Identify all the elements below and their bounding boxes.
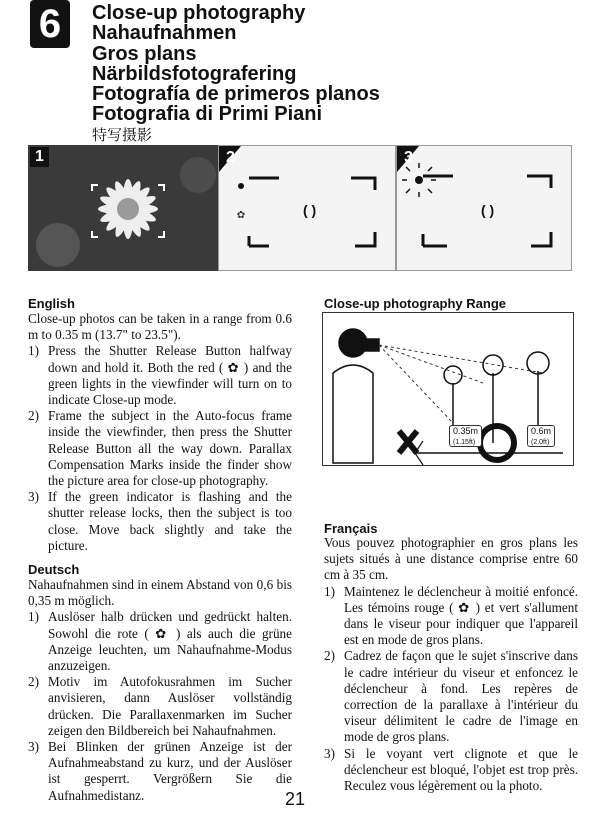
title-en: Close-up photography: [92, 2, 306, 24]
title-sv: Närbildsfotografering: [92, 63, 297, 85]
page-number: 21: [285, 789, 306, 809]
range-figure-heading: Close-up photography Range: [324, 296, 506, 311]
too-close-x-icon: [399, 431, 417, 453]
english-text: [28, 311, 292, 554]
af-frame-mark: ( ): [481, 202, 495, 218]
photo-3-label: 3: [404, 149, 413, 166]
far-distance-value: 0.6m: [531, 426, 552, 436]
english-step: 2) Frame the subject in the Auto-focus frame inside the viewfinder, then press the Shutter Release Button all the way down. Parallax Compensation Marks inside the finder show the picture area for close-up photography.: [28, 408, 292, 489]
francais-step: 1) Maintenez le déclencheur à moitié enfoncé. Les témoins rouge ( ✿ ) et vert s'allument dans le viseur pour indiquer que l'appareil est en mode de gros plans.: [324, 583, 578, 648]
near-distance-feet: (1.15ft): [453, 439, 476, 446]
svg-text:✿: ✿: [236, 210, 246, 221]
photo-1-label: 1: [30, 147, 49, 167]
francais-text: [324, 535, 578, 794]
section-heading-deutsch: Deutsch: [28, 562, 80, 577]
range-figure: [322, 312, 574, 466]
deutsch-step: 3) Bei Blinken der grünen Anzeige ist der Aufnahmeabstand zu kurz, und der Auslöser ist gesperrt. Vergrößern Sie die Aufnahmedistanz.: [28, 739, 292, 803]
title-es: Fotografía de primeros planos: [92, 83, 380, 105]
deutsch-steps: [28, 609, 292, 803]
title-ja: 特写摄影: [92, 126, 153, 144]
flower-photo-image: [28, 145, 218, 271]
section-heading-english: English: [28, 296, 75, 311]
francais-steps: [324, 584, 578, 795]
chapter-number: 6: [30, 0, 70, 48]
francais-step: 2) Cadrez de façon que le sujet s'inscrive dans le cadre intérieur du viseur et enfoncez le déclencheur à fond. Les repères de correction de la parallaxe à l'intérieur du viseur délimitent le cadre de l'image en mode de gros plans.: [324, 648, 578, 745]
ok-circle-icon: [480, 426, 514, 460]
deutsch-step-text: Bei Blinken der grünen Anzeige ist der Aufnahmeabstand zu kurz, und der Auslöser ist gesperrt. Vergrößern Sie die Aufnahmedistanz.: [48, 739, 292, 803]
english-step-text: If the green indicator is flashing and the shutter release locks, then the subject is too close. Move back slightly and take the picture.: [48, 489, 292, 553]
francais-step-text: Si le voyant vert clignote et que le déclencheur est bloqué, l'objet est trop près. Reculez vous légèrement ou la photo.: [344, 745, 578, 794]
francais-step: 3) Si le voyant vert clignote et que le déclencheur est bloqué, l'objet est trop près. Reculez vous légèrement ou la photo.: [324, 745, 578, 794]
english-steps: [28, 343, 292, 554]
photographer-icon: [333, 329, 379, 463]
photo-flower-closeup: [28, 145, 218, 271]
title-it: Fotografia di Primi Piani: [92, 103, 323, 125]
photo-2-label: 2: [226, 149, 235, 166]
deutsch-step: 2) Motiv im Autofokusrahmen im Sucher anvisieren, dann Auslöser vollständig drücken. Die Parallaxenmarken im Sucher zeigen den Bildbereich bei Nahaufnahmen.: [28, 674, 292, 738]
deutsch-step-text: Motiv im Autofokusrahmen im Sucher anvisieren, dann Auslöser vollständig drücken. Die Parallaxenmarken im Sucher zeigen den Bildbereich bei Nahaufnahmen.: [48, 674, 292, 738]
title-de: Nahaufnahmen: [92, 22, 237, 44]
deutsch-intro: Nahaufnahmen sind in einem Abstand von 0,6 bis 0,35 m möglich.: [28, 577, 292, 609]
deutsch-step: 1) Auslöser halb drücken und gedrückt halten. Sowohl die rote ( ✿ ) als auch die grüne Anzeige leuchten, um Nahaufnahme-Modus anzuzeigen.: [28, 609, 292, 674]
af-frame-mark: ( ): [303, 202, 317, 218]
english-step: 1) Press the Shutter Release Button halfway down and hold it. Both the red ( ✿ ) and the green lights in the viewfinder will turn on to indicate Close-up mode.: [28, 343, 292, 408]
francais-step-text: Maintenez le déclencheur à moitié enfoncé. Les témoins rouge ( ✿ ) et vert s'allument dans le viseur pour indiquer que l'appareil est en mode de gros plans.: [344, 583, 578, 648]
english-intro: Close-up photos can be taken in a range from 0.6 m to 0.35 m (13.7" to 23.5").: [28, 311, 292, 343]
english-step-text: Press the Shutter Release Button halfway down and hold it. Both the red ( ✿ ) and the green lights in the viewfinder will turn on to indicate Close-up mode.: [48, 343, 292, 408]
viewfinder-diagram-2: [218, 145, 396, 271]
english-step-text: Frame the subject in the Auto-focus frame inside the viewfinder, then press the Shutter Release Button all the way down. Parallax Compensation Marks inside the finder show the picture area for close-up photography.: [48, 408, 292, 489]
near-distance-value: 0.35m: [453, 426, 479, 436]
far-distance-feet: (2.0ft): [531, 439, 550, 446]
deutsch-text: [28, 577, 292, 804]
far-distance-label: [527, 425, 555, 447]
viewfinder-diagram-3: [396, 145, 572, 271]
section-heading-francais: Français: [324, 521, 378, 536]
francais-step-text: Cadrez de façon que le sujet s'inscrive dans le cadre intérieur du viseur et enfoncez le déclencheur à fond. Les repères de correction de la parallaxe à l'intérieur du viseur délimitent le cadre de l'image en mode de gros plans.: [344, 648, 578, 745]
title-fr: Gros plans: [92, 43, 197, 65]
deutsch-step-text: Auslöser halb drücken und gedrückt halten. Sowohl die rote ( ✿ ) als auch die grüne Anzeige leuchten, um Nahaufnahme-Modus anzuzeigen.: [48, 609, 292, 674]
english-step: 3) If the green indicator is flashing and the shutter release locks, then the subject is too close. Move back slightly and take the picture.: [28, 489, 292, 553]
francais-intro: Vous pouvez photographier en gros plans les sujets situés à une distance comprise entre 60 cm à 35 cm.: [324, 535, 578, 583]
near-distance-label: [449, 425, 482, 447]
